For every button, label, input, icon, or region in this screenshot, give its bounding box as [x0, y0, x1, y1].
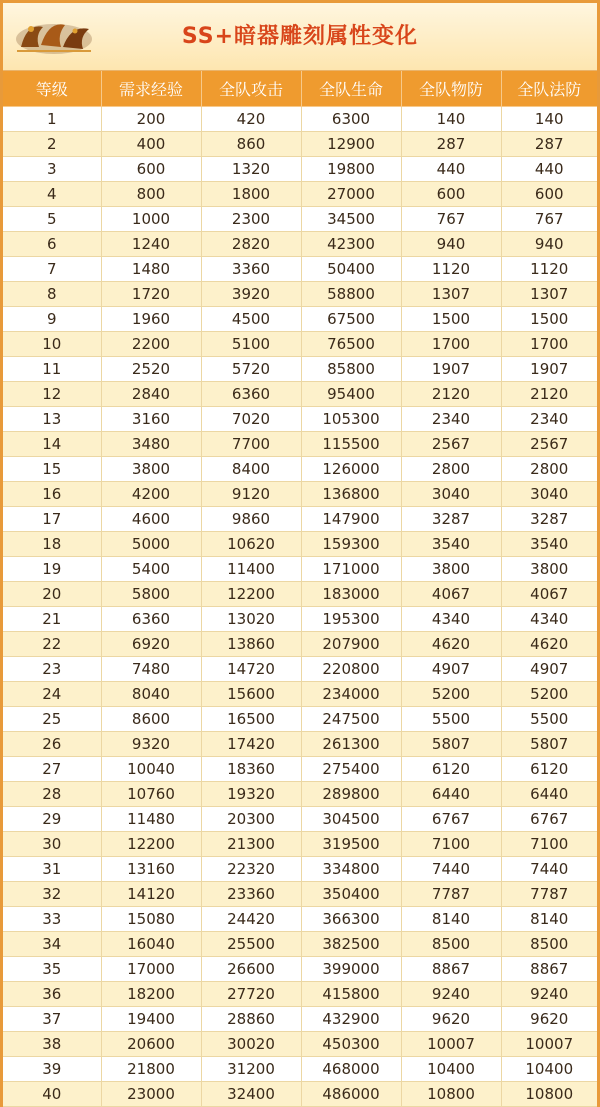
column-header: 全队法防 [501, 71, 597, 107]
table-cell: 10007 [501, 1032, 597, 1057]
table-cell: 432900 [301, 1007, 401, 1032]
table-cell: 287 [401, 132, 501, 157]
table-cell: 6767 [401, 807, 501, 832]
table-cell: 5807 [401, 732, 501, 757]
table-cell: 382500 [301, 932, 401, 957]
table-cell: 105300 [301, 407, 401, 432]
table-cell: 220800 [301, 657, 401, 682]
table-cell: 5720 [201, 357, 301, 382]
table-cell: 10 [3, 332, 101, 357]
table-cell: 8040 [101, 682, 201, 707]
table-cell: 16 [3, 482, 101, 507]
table-cell: 10040 [101, 757, 201, 782]
column-header: 全队攻击 [201, 71, 301, 107]
table-row [3, 382, 597, 407]
column-header: 全队物防 [401, 71, 501, 107]
attribute-table [3, 71, 597, 1107]
table-cell: 10800 [401, 1082, 501, 1107]
table-cell: 37 [3, 1007, 101, 1032]
table-cell: 400 [101, 132, 201, 157]
table-row [3, 282, 597, 307]
table-cell: 33 [3, 907, 101, 932]
table-cell: 10800 [501, 1082, 597, 1107]
table-cell: 2840 [101, 382, 201, 407]
table-cell: 4067 [401, 582, 501, 607]
table-cell: 3 [3, 157, 101, 182]
table-cell: 19320 [201, 782, 301, 807]
table-cell: 275400 [301, 757, 401, 782]
table-cell: 287 [501, 132, 597, 157]
table-cell: 39 [3, 1057, 101, 1082]
table-cell: 20300 [201, 807, 301, 832]
table-cell: 207900 [301, 632, 401, 657]
table-cell: 486000 [301, 1082, 401, 1107]
table-cell: 234000 [301, 682, 401, 707]
table-cell: 147900 [301, 507, 401, 532]
table-cell: 10760 [101, 782, 201, 807]
table-cell: 7787 [401, 882, 501, 907]
table-row [3, 432, 597, 457]
table-cell: 6120 [401, 757, 501, 782]
table-cell: 7787 [501, 882, 597, 907]
table-cell: 23360 [201, 882, 301, 907]
table-cell: 15 [3, 457, 101, 482]
table-row [3, 157, 597, 182]
table-cell: 5100 [201, 332, 301, 357]
header [3, 3, 597, 71]
table-cell: 767 [501, 207, 597, 232]
table-row [3, 482, 597, 507]
table-cell: 3920 [201, 282, 301, 307]
table-cell: 7480 [101, 657, 201, 682]
table-cell: 21 [3, 607, 101, 632]
table-cell: 27000 [301, 182, 401, 207]
table-cell: 1307 [501, 282, 597, 307]
table-cell: 800 [101, 182, 201, 207]
table-cell: 1307 [401, 282, 501, 307]
table-row [3, 857, 597, 882]
table-cell: 136800 [301, 482, 401, 507]
table-cell: 16500 [201, 707, 301, 732]
table-cell: 9240 [501, 982, 597, 1007]
table-cell: 468000 [301, 1057, 401, 1082]
table-cell: 1120 [401, 257, 501, 282]
table-cell: 334800 [301, 857, 401, 882]
table-cell: 1 [3, 107, 101, 132]
table-header-row [3, 71, 597, 107]
table-cell: 7440 [401, 857, 501, 882]
table-cell: 16040 [101, 932, 201, 957]
table-cell: 9860 [201, 507, 301, 532]
table-cell: 24420 [201, 907, 301, 932]
table-cell: 9240 [401, 982, 501, 1007]
table-cell: 420 [201, 107, 301, 132]
table-cell: 7100 [401, 832, 501, 857]
table-cell: 8500 [501, 932, 597, 957]
table-row [3, 732, 597, 757]
table-cell: 11 [3, 357, 101, 382]
table-cell: 9320 [101, 732, 201, 757]
table-cell: 35 [3, 957, 101, 982]
table-cell: 6360 [201, 382, 301, 407]
table-cell: 2340 [501, 407, 597, 432]
table-cell: 17000 [101, 957, 201, 982]
table-cell: 21800 [101, 1057, 201, 1082]
table-cell: 6 [3, 232, 101, 257]
table-cell: 200 [101, 107, 201, 132]
table-cell: 19400 [101, 1007, 201, 1032]
table-cell: 2567 [501, 432, 597, 457]
table-row [3, 232, 597, 257]
table-cell: 2 [3, 132, 101, 157]
table-cell: 4907 [401, 657, 501, 682]
table-cell: 5800 [101, 582, 201, 607]
table-cell: 23 [3, 657, 101, 682]
table-cell: 22320 [201, 857, 301, 882]
table-cell: 26600 [201, 957, 301, 982]
table-cell: 6440 [401, 782, 501, 807]
table-cell: 767 [401, 207, 501, 232]
table-cell: 7700 [201, 432, 301, 457]
table-row [3, 582, 597, 607]
table-row [3, 907, 597, 932]
table-cell: 3540 [501, 532, 597, 557]
table-cell: 350400 [301, 882, 401, 907]
table-cell: 3287 [501, 507, 597, 532]
table-cell: 600 [101, 157, 201, 182]
table-cell: 3480 [101, 432, 201, 457]
table-cell: 195300 [301, 607, 401, 632]
table-cell: 8 [3, 282, 101, 307]
table-cell: 2820 [201, 232, 301, 257]
table-cell: 6360 [101, 607, 201, 632]
table-cell: 4340 [501, 607, 597, 632]
table-cell: 3800 [501, 557, 597, 582]
table-cell: 1700 [401, 332, 501, 357]
table-row [3, 707, 597, 732]
table-cell: 450300 [301, 1032, 401, 1057]
table-cell: 76500 [301, 332, 401, 357]
table-cell: 8867 [401, 957, 501, 982]
table-row [3, 507, 597, 532]
table-cell: 4907 [501, 657, 597, 682]
table-cell: 18 [3, 532, 101, 557]
table-cell: 12200 [201, 582, 301, 607]
table-cell: 38 [3, 1032, 101, 1057]
table-cell: 247500 [301, 707, 401, 732]
table-cell: 1907 [401, 357, 501, 382]
table-cell: 18360 [201, 757, 301, 782]
table-cell: 10007 [401, 1032, 501, 1057]
table-cell: 261300 [301, 732, 401, 757]
table-cell: 4067 [501, 582, 597, 607]
table-cell: 2340 [401, 407, 501, 432]
table-row [3, 782, 597, 807]
table-cell: 36 [3, 982, 101, 1007]
table-row [3, 607, 597, 632]
table-cell: 7020 [201, 407, 301, 432]
table-cell: 289800 [301, 782, 401, 807]
table-cell: 95400 [301, 382, 401, 407]
table-cell: 11480 [101, 807, 201, 832]
table-cell: 4620 [501, 632, 597, 657]
table-cell: 304500 [301, 807, 401, 832]
table-cell: 6300 [301, 107, 401, 132]
table-cell: 20600 [101, 1032, 201, 1057]
table-cell: 8140 [401, 907, 501, 932]
column-header: 全队生命 [301, 71, 401, 107]
table-cell: 115500 [301, 432, 401, 457]
table-cell: 6920 [101, 632, 201, 657]
table-cell: 32400 [201, 1082, 301, 1107]
table-cell: 12900 [301, 132, 401, 157]
table-row [3, 332, 597, 357]
table-cell: 600 [401, 182, 501, 207]
table-cell: 1500 [401, 307, 501, 332]
table-cell: 140 [401, 107, 501, 132]
table-cell: 15080 [101, 907, 201, 932]
table-row [3, 807, 597, 832]
table-cell: 31200 [201, 1057, 301, 1082]
page-title: SS+暗器雕刻属性变化 [181, 24, 419, 49]
table-cell: 27720 [201, 982, 301, 1007]
table-cell: 440 [401, 157, 501, 182]
table-row [3, 407, 597, 432]
table-cell: 2300 [201, 207, 301, 232]
table-cell: 34500 [301, 207, 401, 232]
table-row [3, 632, 597, 657]
table-row [3, 1057, 597, 1082]
table-cell: 9620 [501, 1007, 597, 1032]
table-cell: 2800 [501, 457, 597, 482]
table-row [3, 132, 597, 157]
table-cell: 17 [3, 507, 101, 532]
table-cell: 12200 [101, 832, 201, 857]
table-cell: 67500 [301, 307, 401, 332]
table-row [3, 932, 597, 957]
table-cell: 18200 [101, 982, 201, 1007]
table-cell: 15600 [201, 682, 301, 707]
table-row [3, 532, 597, 557]
column-header: 需求经验 [101, 71, 201, 107]
table-cell: 4340 [401, 607, 501, 632]
table-cell: 4600 [101, 507, 201, 532]
table-cell: 5400 [101, 557, 201, 582]
table-cell: 159300 [301, 532, 401, 557]
table-row [3, 957, 597, 982]
table-cell: 1120 [501, 257, 597, 282]
table-cell: 28 [3, 782, 101, 807]
table-cell: 13 [3, 407, 101, 432]
table-cell: 3160 [101, 407, 201, 432]
table-cell: 1500 [501, 307, 597, 332]
table-cell: 31 [3, 857, 101, 882]
table-row [3, 557, 597, 582]
table-cell: 8140 [501, 907, 597, 932]
table-cell: 29 [3, 807, 101, 832]
table-cell: 14 [3, 432, 101, 457]
table-cell: 6120 [501, 757, 597, 782]
table-cell: 11400 [201, 557, 301, 582]
table-row [3, 207, 597, 232]
table-cell: 3800 [101, 457, 201, 482]
table-cell: 8500 [401, 932, 501, 957]
table-cell: 10620 [201, 532, 301, 557]
table-cell: 25500 [201, 932, 301, 957]
column-header: 等级 [3, 71, 101, 107]
table-cell: 5500 [401, 707, 501, 732]
table-cell: 140 [501, 107, 597, 132]
table-cell: 30 [3, 832, 101, 857]
table-cell: 1800 [201, 182, 301, 207]
table-cell: 399000 [301, 957, 401, 982]
table-cell: 14120 [101, 882, 201, 907]
table-cell: 58800 [301, 282, 401, 307]
table-row [3, 357, 597, 382]
table-row [3, 982, 597, 1007]
table-cell: 5200 [501, 682, 597, 707]
table-cell: 13020 [201, 607, 301, 632]
table-cell: 8867 [501, 957, 597, 982]
table-cell: 183000 [301, 582, 401, 607]
table-cell: 3287 [401, 507, 501, 532]
table-cell: 3360 [201, 257, 301, 282]
table-cell: 13860 [201, 632, 301, 657]
table-cell: 40 [3, 1082, 101, 1107]
table-cell: 22 [3, 632, 101, 657]
table-row [3, 1007, 597, 1032]
table-cell: 1240 [101, 232, 201, 257]
table-cell: 2520 [101, 357, 201, 382]
table-row [3, 657, 597, 682]
table-cell: 4620 [401, 632, 501, 657]
table-cell: 1480 [101, 257, 201, 282]
table-cell: 4 [3, 182, 101, 207]
table-cell: 5200 [401, 682, 501, 707]
table-cell: 23000 [101, 1082, 201, 1107]
table-cell: 366300 [301, 907, 401, 932]
table-cell: 440 [501, 157, 597, 182]
table-cell: 319500 [301, 832, 401, 857]
table-row [3, 757, 597, 782]
table-cell: 7 [3, 257, 101, 282]
table-cell: 50400 [301, 257, 401, 282]
table-row [3, 257, 597, 282]
table-cell: 9 [3, 307, 101, 332]
table-cell: 3040 [501, 482, 597, 507]
table-cell: 14720 [201, 657, 301, 682]
table-row [3, 457, 597, 482]
table-cell: 2120 [501, 382, 597, 407]
table-cell: 3040 [401, 482, 501, 507]
table-row [3, 307, 597, 332]
table-cell: 5807 [501, 732, 597, 757]
table-cell: 10400 [401, 1057, 501, 1082]
table-cell: 940 [401, 232, 501, 257]
table-cell: 2567 [401, 432, 501, 457]
table-cell: 12 [3, 382, 101, 407]
table-row [3, 1082, 597, 1107]
table-cell: 1700 [501, 332, 597, 357]
table-cell: 940 [501, 232, 597, 257]
table-cell: 1907 [501, 357, 597, 382]
table-cell: 6440 [501, 782, 597, 807]
table-cell: 19 [3, 557, 101, 582]
table-cell: 17420 [201, 732, 301, 757]
table-body [3, 107, 597, 1107]
table-cell: 20 [3, 582, 101, 607]
table-cell: 7100 [501, 832, 597, 857]
table-cell: 19800 [301, 157, 401, 182]
table-cell: 32 [3, 882, 101, 907]
table-cell: 2800 [401, 457, 501, 482]
table-cell: 13160 [101, 857, 201, 882]
table-cell: 24 [3, 682, 101, 707]
table-cell: 860 [201, 132, 301, 157]
table-cell: 2200 [101, 332, 201, 357]
table-cell: 2120 [401, 382, 501, 407]
table-cell: 171000 [301, 557, 401, 582]
table-row [3, 182, 597, 207]
table-cell: 600 [501, 182, 597, 207]
table-row [3, 882, 597, 907]
table-cell: 26 [3, 732, 101, 757]
table-row [3, 1032, 597, 1057]
table-cell: 27 [3, 757, 101, 782]
table-cell: 10400 [501, 1057, 597, 1082]
table-cell: 21300 [201, 832, 301, 857]
table-cell: 28860 [201, 1007, 301, 1032]
table-cell: 7440 [501, 857, 597, 882]
table-cell: 34 [3, 932, 101, 957]
table-cell: 126000 [301, 457, 401, 482]
table-cell: 1000 [101, 207, 201, 232]
table-cell: 1720 [101, 282, 201, 307]
table-cell: 4500 [201, 307, 301, 332]
table-cell: 3540 [401, 532, 501, 557]
table-cell: 1320 [201, 157, 301, 182]
table-cell: 415800 [301, 982, 401, 1007]
table-cell: 25 [3, 707, 101, 732]
table-cell: 4200 [101, 482, 201, 507]
table-cell: 5000 [101, 532, 201, 557]
table-row [3, 107, 597, 132]
table-cell: 8400 [201, 457, 301, 482]
table-cell: 1960 [101, 307, 201, 332]
table-cell: 85800 [301, 357, 401, 382]
table-cell: 6767 [501, 807, 597, 832]
table-row [3, 682, 597, 707]
table-cell: 9120 [201, 482, 301, 507]
table-cell: 5500 [501, 707, 597, 732]
table-cell: 9620 [401, 1007, 501, 1032]
table-cell: 30020 [201, 1032, 301, 1057]
table-cell: 42300 [301, 232, 401, 257]
table-cell: 5 [3, 207, 101, 232]
table-cell: 3800 [401, 557, 501, 582]
table-cell: 8600 [101, 707, 201, 732]
table-row [3, 832, 597, 857]
